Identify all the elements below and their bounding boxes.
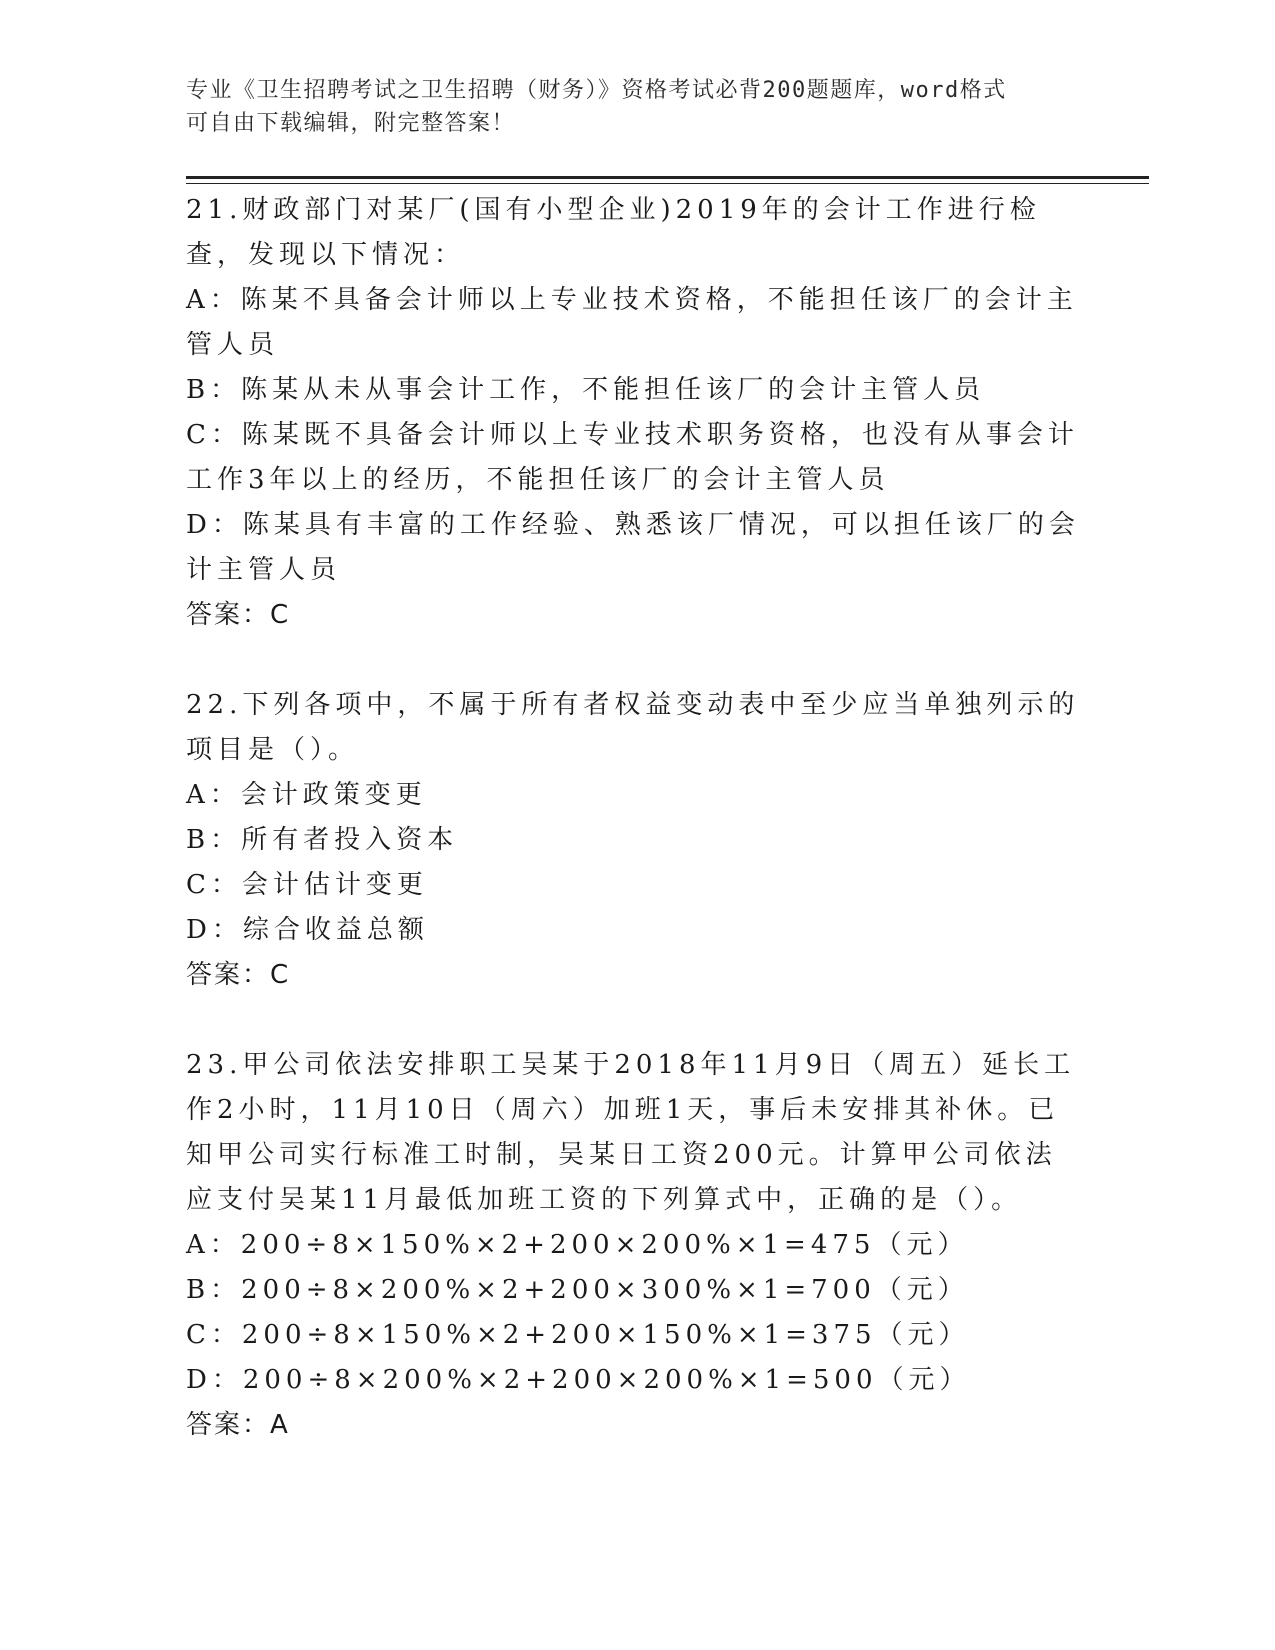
- answer-line: 答案：C: [186, 600, 291, 630]
- option-a: A：陈某不具备会计师以上专业技术资格，不能担任该厂的会计主管人员: [186, 285, 1078, 360]
- option-d: D：200÷8×200%×2+200×200%×1=500（元）: [186, 1365, 971, 1395]
- option-b: B：200÷8×200%×2+200×300%×1=700（元）: [186, 1275, 969, 1305]
- header-divider-thin: [186, 183, 1149, 184]
- option-b: B：所有者投入资本: [186, 825, 459, 855]
- header-divider-thick: [186, 176, 1149, 179]
- question-22: [186, 683, 1086, 998]
- option-d: D：陈某具有丰富的工作经验、熟悉该厂情况，可以担任该厂的会计主管人员: [186, 510, 1080, 585]
- question-stem: 23.甲公司依法安排职工吴某于2018年11月9日（周五）延长工作2小时，11月10日（周六）加班1天，事后未安排其补休。已知甲公司实行标准工时制，吴某日工资200元。计算甲公司依法应支付吴某11月最低加班工资的下列算式中，正确的是（）。: [186, 1050, 1076, 1215]
- option-c: C：陈某既不具备会计师以上专业技术职务资格，也没有从事会计工作3年以上的经历，不能担任该厂的会计主管人员: [186, 420, 1079, 495]
- question-stem: 22.下列各项中，不属于所有者权益变动表中至少应当单独列示的项目是（）。: [186, 690, 1080, 765]
- question-stem: 21.财政部门对某厂(国有小型企业)2019年的会计工作进行检查，发现以下情况：: [186, 195, 1041, 270]
- option-d: D：综合收益总额: [186, 915, 429, 945]
- document-header: [186, 74, 1086, 140]
- option-a: A：会计政策变更: [186, 780, 427, 810]
- header-line-2: 可自由下载编辑，附完整答案！: [186, 111, 516, 136]
- answer-line: 答案：A: [186, 1410, 290, 1440]
- question-list: [186, 188, 1086, 1448]
- question-spacer: [186, 638, 1086, 683]
- option-c: C：会计估计变更: [186, 870, 428, 900]
- option-b: B：陈某从未从事会计工作，不能担任该厂的会计主管人员: [186, 375, 986, 405]
- question-23: [186, 1043, 1086, 1448]
- option-a: A：200÷8×150%×2+200×200%×1=475（元）: [186, 1230, 969, 1260]
- question-21: [186, 188, 1086, 638]
- option-c: C：200÷8×150%×2+200×150%×1=375（元）: [186, 1320, 970, 1350]
- header-line-1: 专业《卫生招聘考试之卫生招聘（财务）》资格考试必背200题题库，word格式: [186, 78, 1007, 103]
- answer-line: 答案：C: [186, 960, 291, 990]
- question-spacer: [186, 998, 1086, 1043]
